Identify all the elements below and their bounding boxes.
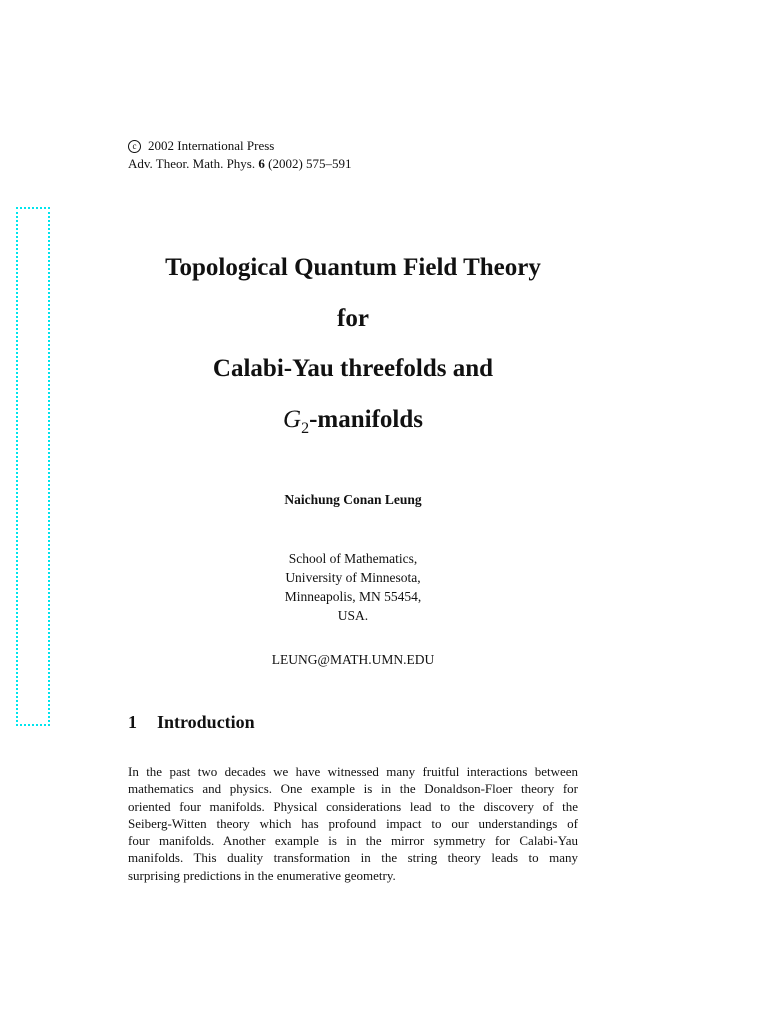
paragraph-line: manifolds. This duality transformation in the string theory leads to many [128, 850, 578, 866]
journal-year-pages: (2002) 575–591 [268, 156, 352, 171]
title-line-2: for [337, 305, 369, 332]
author-name: Naichung Conan Leung [284, 492, 422, 507]
title-line-3: Calabi-Yau threefolds and [212, 355, 494, 382]
affiliation-line: USA. [337, 608, 369, 623]
copyright-text: 2002 International Press [148, 138, 275, 153]
paragraph-line: oriented four manifolds. Physical considerations lead to the discovery of the [128, 798, 578, 814]
paragraph-line: Seiberg-Witten theory which has profound impact to our understandings of [128, 815, 578, 831]
author-email[interactable]: LEUNG@MATH.UMN.EDU [271, 652, 435, 667]
intro-paragraph [128, 763, 578, 884]
journal-citation [128, 156, 352, 172]
section-number: 1 [128, 712, 137, 732]
g2-subscript: 2 [301, 420, 310, 437]
affiliation-line: Minneapolis, MN 55454, [284, 589, 422, 604]
link-annotation-box[interactable] [16, 207, 50, 726]
copyright-line [128, 138, 274, 154]
section-heading [128, 712, 255, 733]
affiliation-line: University of Minnesota, [285, 570, 421, 585]
title-line-4-text: -manifolds [309, 406, 423, 433]
paragraph-line: four manifolds. Another example is in the mirror symmetry for Calabi-Yau [128, 833, 578, 849]
title-line-1: Topological Quantum Field Theory [165, 254, 541, 281]
paragraph-line: In the past two decades we have witnessed many fruitful interactions between [128, 764, 578, 779]
copyright-icon: c [128, 140, 141, 153]
journal-name: Adv. Theor. Math. Phys. [128, 156, 256, 171]
title-line-4 [0, 406, 706, 438]
journal-volume: 6 [258, 156, 265, 171]
g2-symbol: G [283, 406, 302, 433]
affiliation [0, 549, 706, 625]
affiliation-line: School of Mathematics, [288, 551, 418, 566]
paragraph-line: surprising predictions in the enumerative geometry. [128, 867, 396, 883]
paragraph-line: mathematics and physics. One example is in the Donaldson-Floer theory for [128, 781, 578, 797]
section-title: Introduction [157, 712, 255, 732]
